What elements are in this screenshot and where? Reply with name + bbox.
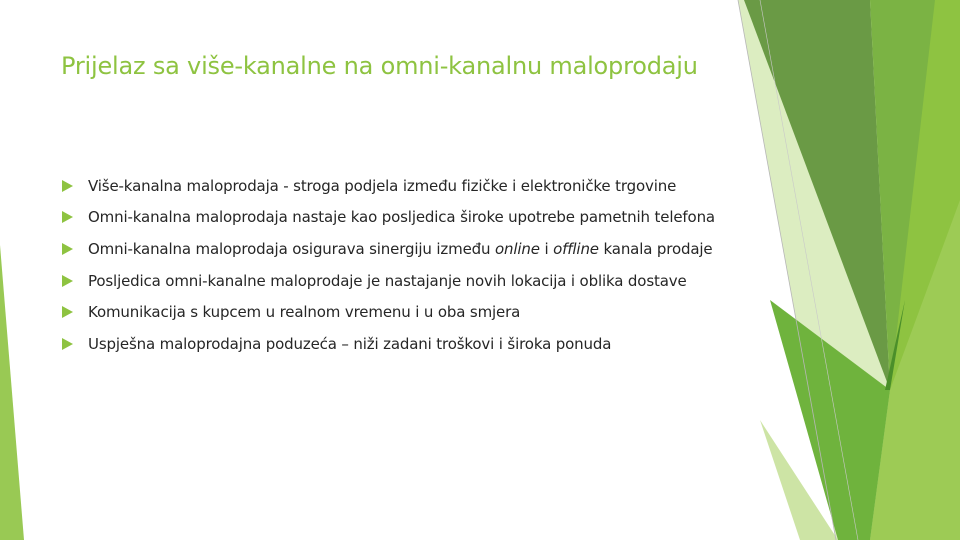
bullet-list <box>62 170 715 360</box>
bullet-text <box>88 240 713 258</box>
triangle-bullet-icon <box>62 211 73 223</box>
bullet-text <box>88 335 611 353</box>
bullet-item <box>62 328 715 360</box>
bullet-item <box>62 265 715 297</box>
bullet-text <box>88 208 715 226</box>
bullet-text <box>88 272 687 290</box>
bullet-text-part: Omni-kanalna maloprodaja osigurava sinergiju između <box>88 239 495 258</box>
triangle-bullet-icon <box>62 338 73 350</box>
bullet-text <box>88 303 520 321</box>
bullet-item <box>62 202 715 234</box>
triangle-bullet-icon <box>62 180 73 192</box>
slide-title: Prijelaz sa više-kanalne na omni-kanalnu maloprodaju <box>61 52 698 80</box>
bullet-text <box>88 177 676 195</box>
bullet-item <box>62 233 715 265</box>
bullet-text-part: Komunikacija s kupcem u realnom vremenu i u oba smjera <box>88 303 521 322</box>
triangle-bullet-icon <box>62 275 73 287</box>
bullet-item <box>62 296 715 328</box>
bullet-item <box>62 170 715 202</box>
bullet-text-italic: online <box>495 239 540 258</box>
bullet-text-part: Omni-kanalna maloprodaja nastaje kao posljedica široke upotrebe pametnih telefona <box>88 208 715 227</box>
bullet-text-italic: offline <box>553 239 599 258</box>
triangle-bullet-icon <box>62 306 73 318</box>
bullet-text-part: Uspješna maloprodajna poduzeća – niži zadani troškovi i široka ponuda <box>88 334 612 353</box>
bullet-text-part: i <box>539 239 554 258</box>
bullet-text-part: Posljedica omni-kanalne maloprodaje je nastajanje novih lokacija i oblika dostave <box>88 271 687 290</box>
bullet-text-part: Više-kanalna maloprodaja - stroga podjela između fizičke i elektroničke trgovine <box>88 176 677 195</box>
bullet-text-part: kanala prodaje <box>598 239 713 258</box>
triangle-bullet-icon <box>62 243 73 255</box>
